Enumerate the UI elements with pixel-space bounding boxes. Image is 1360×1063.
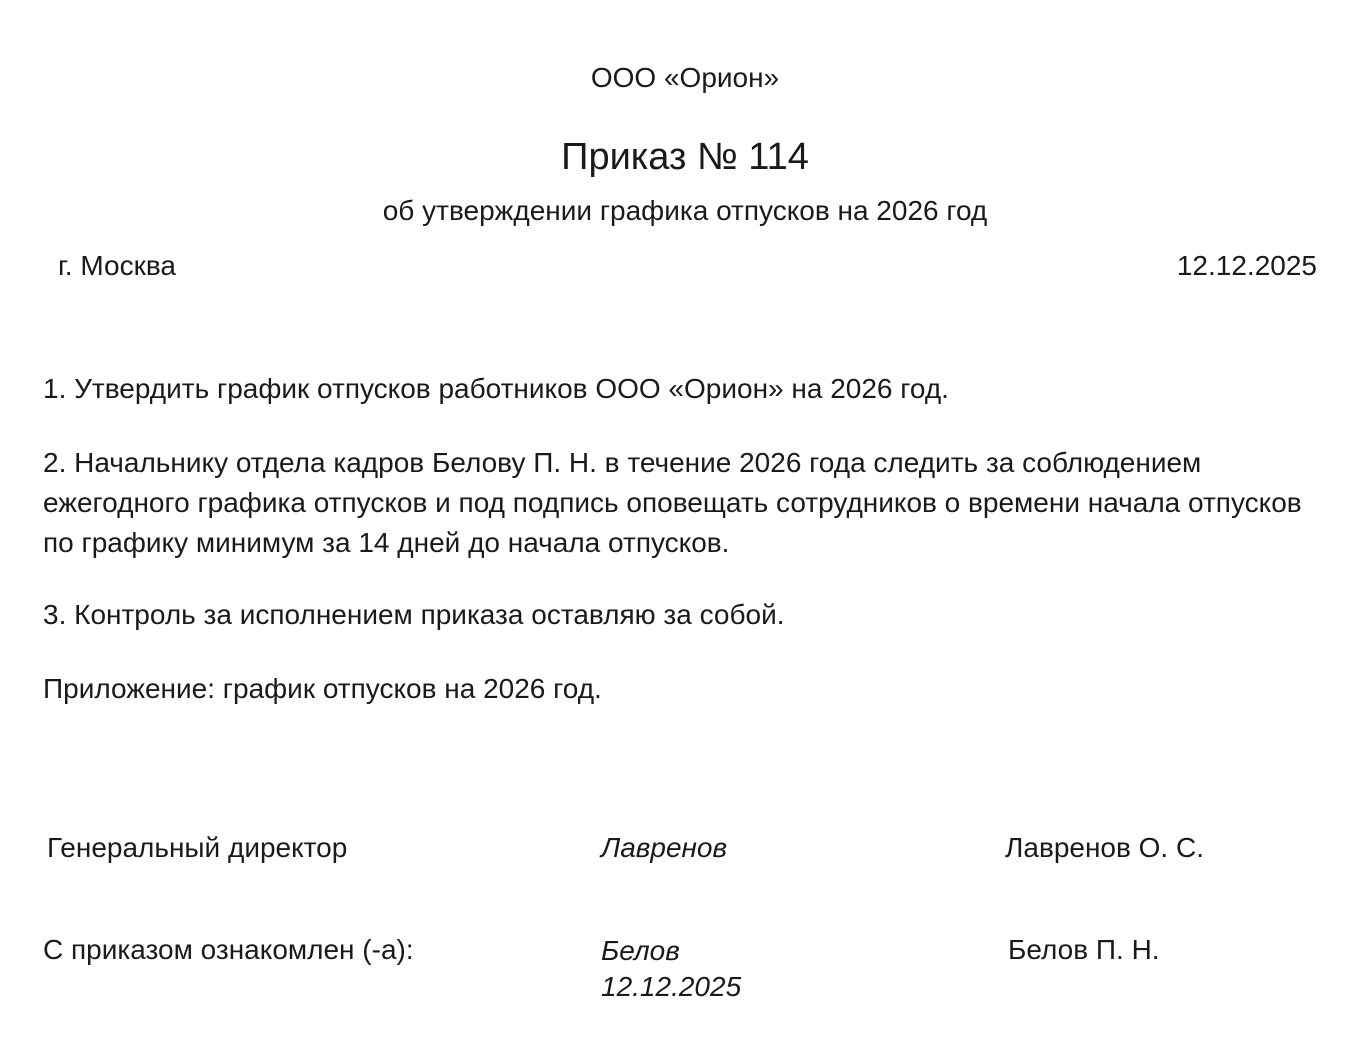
acknowledgement-signature-date: 12.12.2025 xyxy=(601,971,742,1002)
company-name: ООО «Орион» xyxy=(590,62,780,93)
order-subtitle: об утверждении графика отпусков на 2026 год xyxy=(382,195,988,226)
order-item-3: 3. Контроль за исполнением приказа оставляю за собой. xyxy=(43,599,785,630)
order-item-2: 2. Начальнику отдела кадров Белову П. Н. в течение 2026 года следить за соблюдением ежегодного графика отпусков и под подпись оповещать сотрудников о времени начала отпусков по графику минимум за 14 дней до начала отпусков. xyxy=(43,447,1302,558)
director-name: Лавренов О. С. xyxy=(1005,832,1204,863)
order-appendix: Приложение: график отпусков на 2026 год. xyxy=(43,673,602,704)
acknowledgement-signature: Белов xyxy=(601,935,680,966)
order-date: 12.12.2025 xyxy=(1176,250,1317,281)
order-city: г. Москва xyxy=(58,250,176,281)
director-signature: Лавренов xyxy=(601,832,728,863)
order-title: Приказ № 114 xyxy=(561,136,809,178)
acknowledgement-label: С приказом ознакомлен (-а): xyxy=(43,934,414,965)
order-item-1: 1. Утвердить график отпусков работников ООО «Орион» на 2026 год. xyxy=(43,373,949,404)
director-position: Генеральный директор xyxy=(47,832,348,863)
acknowledgement-signature-block xyxy=(601,933,741,1005)
acknowledgement-name: Белов П. Н. xyxy=(1008,934,1160,965)
